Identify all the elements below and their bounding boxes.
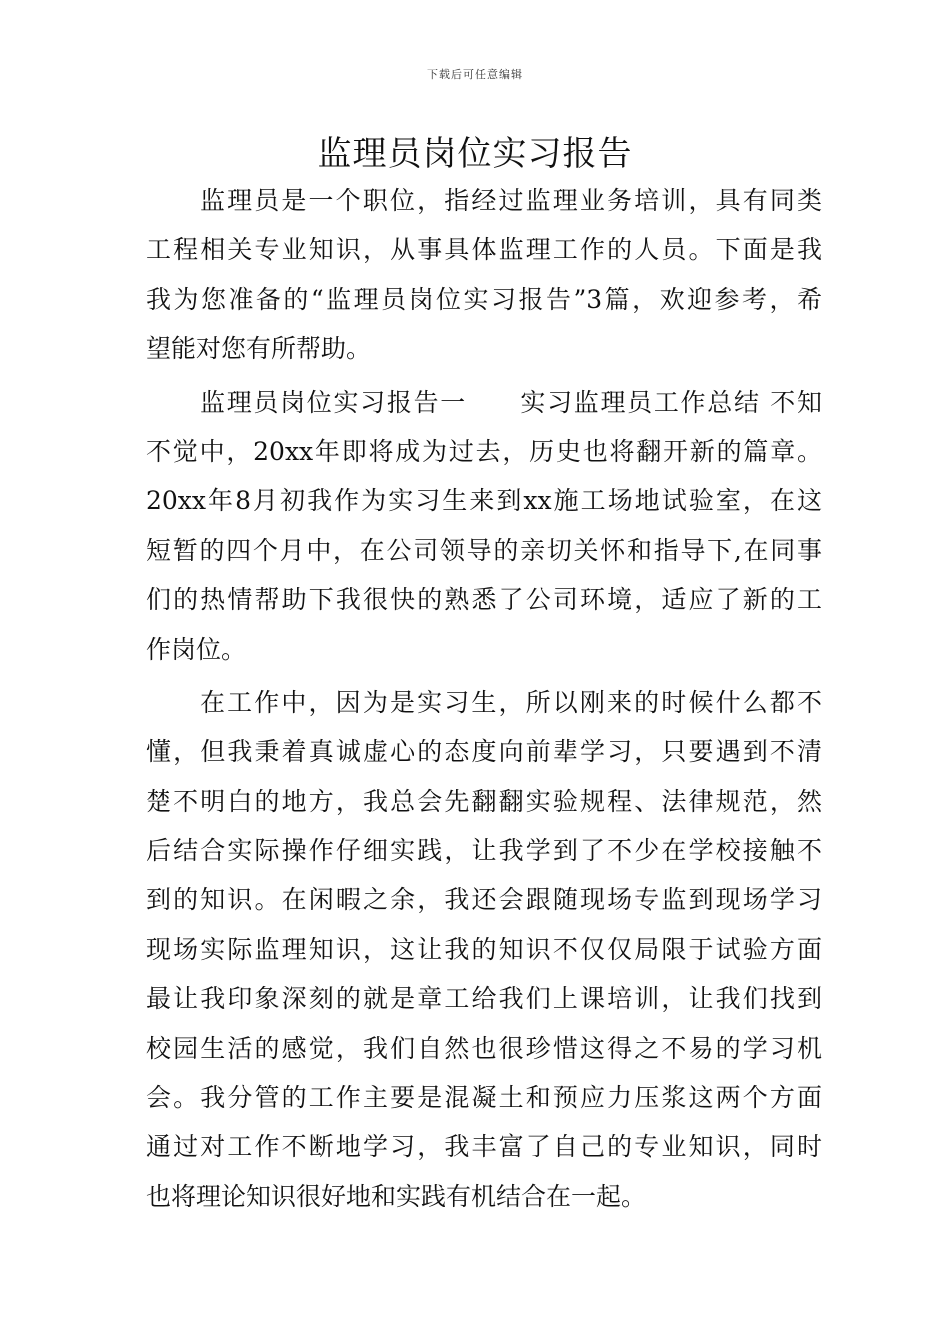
text-line: 作岗位。	[146, 634, 247, 664]
document-title: 监理员岗位实习报告	[317, 134, 633, 174]
paragraph-work-experience	[146, 678, 822, 1221]
text-line: 监理员是一个职位，指经过监理业务培训，具有同类	[200, 186, 822, 215]
text-line: 到的知识。在闲暇之余，我还会跟随现场专监到现场学习	[146, 885, 822, 915]
paragraph-intro	[146, 176, 822, 374]
text-line: 们的热情帮助下我很快的熟悉了公司环境，适应了新的工	[146, 585, 822, 615]
header-note: 下载后可任意编辑	[427, 68, 523, 81]
text-line: 工程相关专业知识，从事具体监理工作的人员。下面是我	[146, 235, 822, 265]
text-line: 望能对您有所帮助。	[146, 334, 372, 364]
text-line: 后结合实际操作仔细实践，让我学到了不少在学校接触不	[146, 836, 822, 866]
text-line: 我为您准备的“监理员岗位实习报告”3篇，欢迎参考，希	[146, 284, 822, 314]
text-line: 最让我印象深刻的就是章工给我们上课培训，让我们找到	[146, 984, 822, 1014]
text-line: 短暂的四个月中，在公司领导的亲切关怀和指导下,在同事	[146, 535, 822, 565]
paragraph-report-one	[146, 378, 822, 674]
text-line: 在工作中，因为是实习生，所以刚来的时候什么都不	[200, 687, 822, 717]
text-line: 也将理论知识很好地和实践有机结合在一起。	[146, 1181, 647, 1211]
text-line: 监理员岗位实习报告一 实习监理员工作总结 不知	[200, 387, 822, 417]
document-body	[146, 176, 822, 1221]
text-line: 通过对工作不断地学习，我丰富了自己的专业知识，同时	[146, 1132, 822, 1162]
text-line: 不觉中，20xx年即将成为过去，历史也将翻开新的篇章。	[146, 436, 822, 466]
text-line: 楚不明白的地方，我总会先翻翻实验规程、法律规范，然	[146, 786, 822, 816]
text-line: 校园生活的感觉，我们自然也很珍惜这得之不易的学习机	[146, 1033, 822, 1063]
text-line: 会。我分管的工作主要是混凝土和预应力压浆这两个方面	[146, 1083, 822, 1113]
text-line: 现场实际监理知识，这让我的知识不仅仅局限于试验方面	[146, 934, 822, 964]
text-line: 20xx年8月初我作为实习生来到xx施工场地试验室，在这	[146, 486, 822, 516]
text-line: 懂，但我秉着真诚虚心的态度向前辈学习，只要遇到不清	[146, 737, 822, 767]
